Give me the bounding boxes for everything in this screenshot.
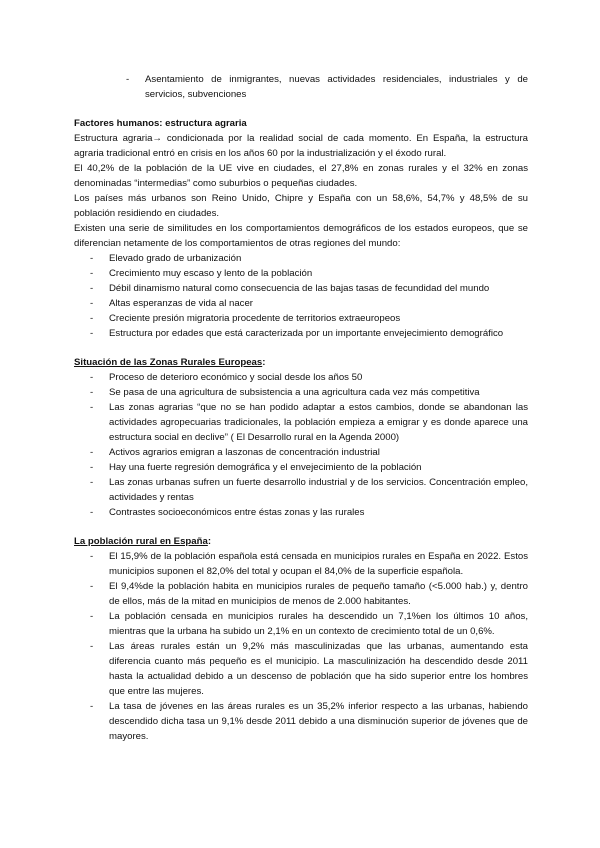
bullet-dash: - <box>90 372 94 383</box>
list-item: - Las áreas rurales están un 9,2% más masculinizadas que las urbanas, aumentando esta diferencia cuanto más pequeño es el municipio. La masculinización ha descendido desde 2011 hasta la actualidad debido a un descenso de población que ha sido superior entre los hombres que entre las mujeres. <box>90 641 528 697</box>
section-heading-poblacion: La población rural en España: <box>74 536 212 547</box>
bullet-dash: - <box>90 313 94 324</box>
bullet-dash: - <box>90 551 94 562</box>
bullet-dash: - <box>90 253 94 264</box>
section-heading-situacion: Situación de las Zonas Rurales Europeas: <box>74 357 266 368</box>
list-item: - Asentamiento de inmigrantes, nuevas actividades residenciales, industriales y de servicios, subvenciones <box>126 74 528 100</box>
list-item: - El 9,4%de la población habita en municipios rurales de pequeño tamaño (<5.000 hab.) y, dentro de ellos, más de la mitad en municipios de menos de 2.000 habitantes. <box>90 581 528 607</box>
list-item: - Hay una fuerte regresión demográfica y el envejecimiento de la población <box>90 462 422 473</box>
bullet-dash: - <box>126 74 130 85</box>
list-item: - Creciente presión migratoria procedente de territorios extraeuropeos <box>90 313 401 324</box>
list-item: - Altas esperanzas de vida al nacer <box>90 298 253 309</box>
paragraph: El 40,2% de la población de la UE vive en ciudades, el 27,8% en zonas rurales y el 32% en zonas denominadas “intermedias” como suburbios o pequeñas ciudades. <box>74 163 528 189</box>
bullet-dash: - <box>90 298 94 309</box>
paragraph: Estructura agraria→ condicionada por la realidad social de cada momento. En España, la estructura agraria tradicional entró en crisis en los años 60 por la industrialización y el éxodo rural. <box>74 133 528 159</box>
bullet-dash: - <box>90 268 94 279</box>
list-item: - Activos agrarios emigran a laszonas de concentración industrial <box>90 447 380 458</box>
situacion-list <box>74 370 528 520</box>
bullet-dash: - <box>90 447 94 458</box>
list-item: - Estructura por edades que está caracterizada por un importante envejecimiento demográfico <box>90 328 504 339</box>
section-heading-factores: Factores humanos: estructura agraria <box>74 118 247 129</box>
list-item: - Las zonas urbanas sufren un fuerte desarrollo industrial y de los servicios. Concentración empleo, actividades y rentas <box>90 477 528 503</box>
bullet-dash: - <box>90 328 94 339</box>
bullet-dash: - <box>90 477 94 488</box>
paragraph: Los países más urbanos son Reino Unido, Chipre y España con un 58,6%, 54,7% y 48,5% de su población residiendo en ciudades. <box>74 193 528 219</box>
list-item: - Débil dinamismo natural como consecuencia de las bajas tasas de fecundidad del mundo <box>90 283 490 294</box>
bullet-dash: - <box>90 462 94 473</box>
bullet-dash: - <box>90 507 94 518</box>
bullet-dash: - <box>90 581 94 592</box>
bullet-dash: - <box>90 611 94 622</box>
paragraph: Existen una serie de similitudes en los comportamientos demográficos de los estados europeos, que se diferencian netamente de los comportamientos de otras regiones del mundo: <box>74 223 528 249</box>
list-item: - Crecimiento muy escaso y lento de la población <box>90 268 313 279</box>
list-item: - La tasa de jóvenes en las áreas rurales es un 35,2% inferior respecto a las urbanas, habiendo descendido dicha tasa un 9,1% desde 2011 debido a una disminución superior de jóvenes que de mayores. <box>90 701 528 742</box>
bullet-dash: - <box>90 283 94 294</box>
poblacion-list <box>74 549 528 744</box>
list-item: - Elevado grado de urbanización <box>90 253 242 264</box>
list-item: - Las zonas agrarias “que no se han podido adaptar a estos cambios, donde se abandonan las actividades agropecuarias tradicionales, la población empieza a emigrar y es donde aparece una estructura social en declive” ( El Desarrollo rural en la Agenda 2000) <box>90 402 528 443</box>
document-content <box>74 72 528 744</box>
bullet-dash: - <box>90 641 94 652</box>
list-item: - Contrastes socioeconómicos entre éstas zonas y las rurales <box>90 507 365 518</box>
bullet-dash: - <box>90 387 94 398</box>
list-item: - La población censada en municipios rurales ha descendido un 7,1%en los últimos 10 años, mientras que la urbana ha subido un 2,1% en un contexto de crecimiento total de un 0,6%. <box>90 611 528 637</box>
top-bullet-list <box>74 72 528 102</box>
list-item: - Proceso de deterioro económico y social desde los años 50 <box>90 372 363 383</box>
list-item: - Se pasa de una agricultura de subsistencia a una agricultura cada vez más competitiva <box>90 387 480 398</box>
list-item: - El 15,9% de la población española está censada en municipios rurales en España en 2022. Estos municipios suponen el 82,0% del total y ocupan el 84,0% de la superficie española. <box>90 551 528 577</box>
bullet-dash: - <box>90 402 94 413</box>
factores-list <box>74 251 528 341</box>
bullet-dash: - <box>90 701 94 712</box>
